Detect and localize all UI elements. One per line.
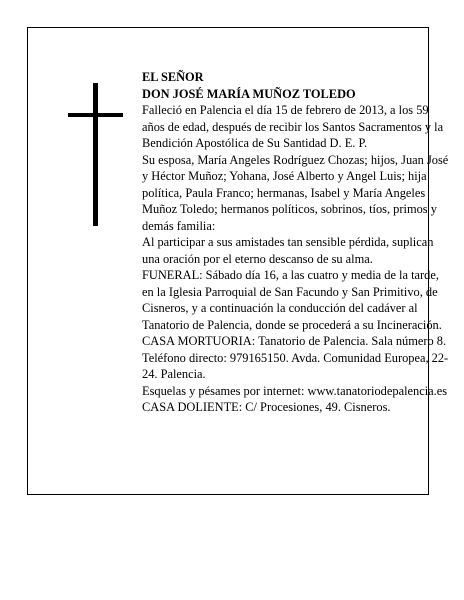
funeral-details: FUNERAL: Sábado día 16, a las cuatro y media de la tarde, en la Iglesia Parroquial de San Facundo y San Primitivo, de Cisneros, y a continuación la conducción del cadáver al Tanatorio de Palencia, donde se procederá a su Incineración. xyxy=(142,268,442,332)
notice-text xyxy=(142,69,452,416)
notice-heading-title: EL SEÑOR xyxy=(142,70,204,84)
cross-icon-vertical-bar xyxy=(93,83,98,226)
obituary-notice xyxy=(27,27,449,495)
mortuary-details: CASA MORTUORIA: Tanatorio de Palencia. Sala número 8. Teléfono directo: 979165150. Avda. Comunidad Europea, 22-24. Palencia. xyxy=(142,334,449,381)
family-list: Su esposa, María Angeles Rodríguez Chozas; hijos, Juan José y Héctor Muñoz; Yohana, José Alberto y Angel Luis; hija política, Paula Franco; hermanas, Isabel y María Angeles Muñoz Toledo; hermanos políticos, sobrinos, tíos, primos y demás familia: xyxy=(142,152,449,233)
family-home: CASA DOLIENTE: C/ Procesiones, 49. Cisneros. xyxy=(142,400,391,414)
prayer-request: Al participar a sus amistades tan sensible pérdida, suplican una oración por el eterno descanso de su alma. xyxy=(142,235,434,266)
death-announcement: Falleció en Palencia el día 15 de febrero de 2013, a los 59 años de edad, después de recibir los Santos Sacramentos y la Bendición Apostólica de Su Santidad D. E. P. xyxy=(142,103,444,150)
cross-icon-horizontal-bar xyxy=(68,113,123,117)
online-condolences: Esquelas y pésames por internet: www.tanatoriodepalencia.es xyxy=(142,383,448,398)
notice-heading-name: DON JOSÉ MARÍA MUÑOZ TOLEDO xyxy=(142,86,356,101)
